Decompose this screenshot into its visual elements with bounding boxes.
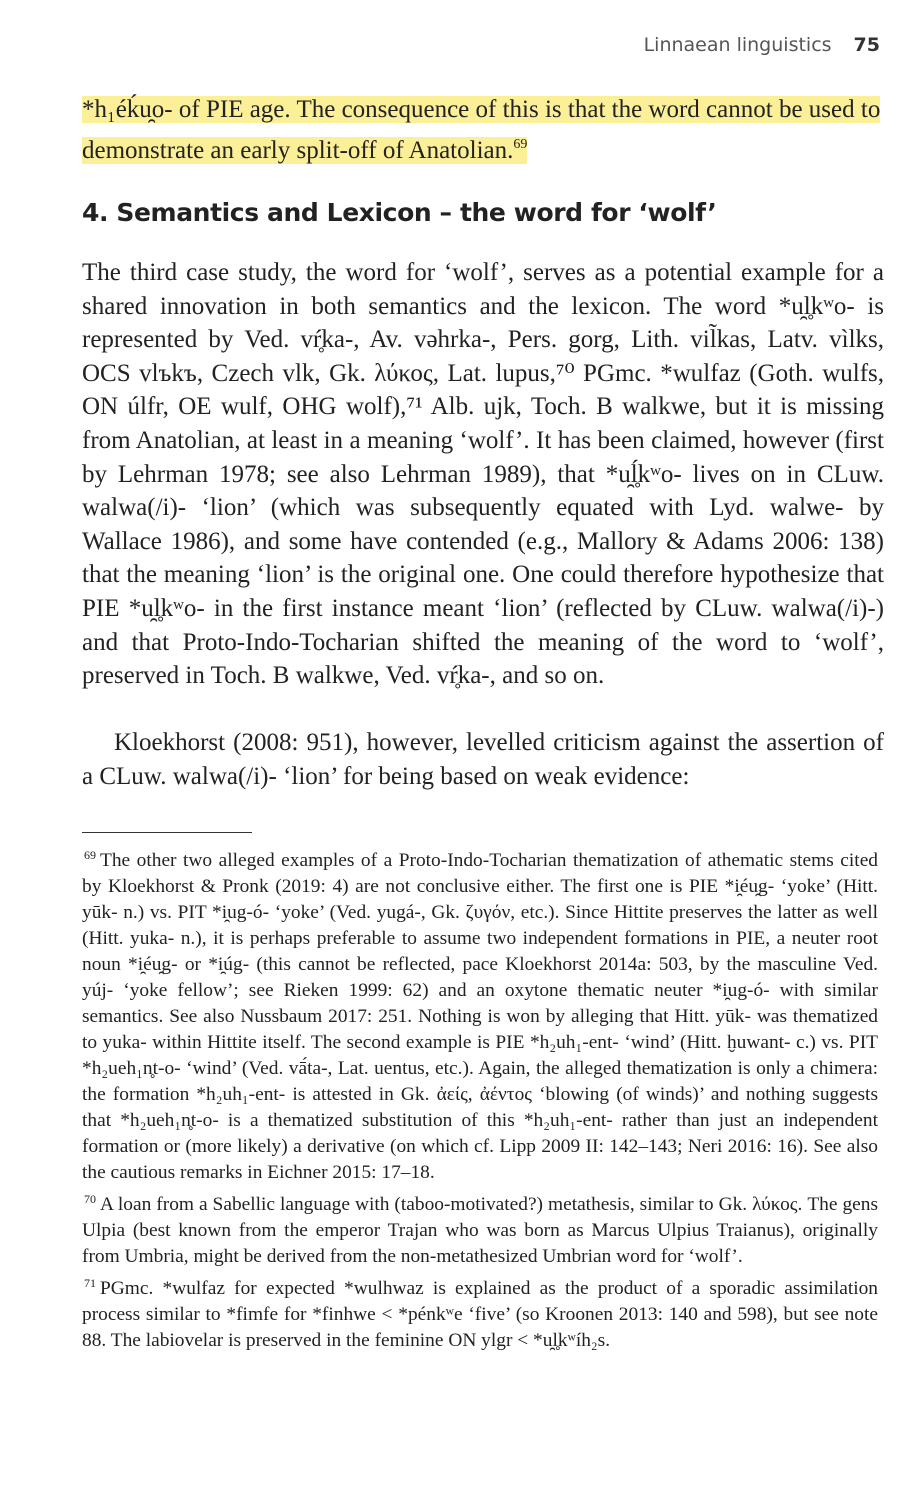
footnote-71: [82, 1270, 878, 1354]
body-paragraph-1: The third case study, the word for ‘wolf’, serves as a potential example for a shared innovation in both semantics and the lexicon. The word *u̯l̥kʷo- is represented by Ved. vŕ̥ka-, Av. vəhrka-, Pers. gorg, Lith. vil̃kas, Latv. vìlks, OCS vlъkъ, Czech vlk, Gk. λύκος, Lat. lupus,⁷⁰ PGmc. *wulfaz (Goth. wulfs, ON úlfr, OE wulf, OHG wolf),⁷¹ Alb. ujk, Toch. B walkwe, but it is missing from Anatolian, at least in a meaning ‘wolf’. It has been claimed, however (first by Lehrman 1978; see also Lehrman 1989), that *u̯ĺ̥kʷo- lives on in CLuw. walwa(/i)- ‘lion’ (which was subsequently equated with Lyd. walwe- by Wallace 1986), and some have contended (e.g., Mallory & Adams 2006: 138) that the meaning ‘lion’ is the original one. One could therefore hypothesize that PIE *u̯l̥kʷo- in the first instance meant ‘lion’ (reflected by CLuw. walwa(/i)-) and that Proto-Indo-Tocharian shifted the meaning of the word to ‘wolf’, preserved in Toch. B walkwe, Ved. vŕ̥ka-, and so on.: [82, 259, 884, 690]
footnote-text: PGmc. *wulfaz for expected *wulhwaz is explained as the product of a sporadic assimilation process similar to *fimfe for *finhwe < *pénkʷe ‘five’ (so Kroonen 2013: 140 and 598), but see note 88. The labiovelar is preserved in the feminine ON ylgr < *u̯l̥kʷíh₂s.: [82, 1278, 878, 1351]
footnote-70: [82, 1186, 878, 1270]
footnote-69: [82, 842, 878, 1186]
footnote-number: 71: [84, 1276, 96, 1290]
running-head: [644, 34, 880, 56]
footnote-number: 69: [84, 848, 96, 862]
body-paragraph-2: Kloekhorst (2008: 951), however, levelled criticism against the assertion of a CLuw. walwa(/i)- ‘lion’ for being based on weak evidence:: [82, 729, 884, 790]
highlighted-paragraph: [82, 92, 884, 168]
footnote-number: 70: [84, 1192, 96, 1206]
section-heading: 4. Semantics and Lexicon – the word for ‘wolf’: [82, 198, 717, 227]
highlighted-text[interactable]: [82, 96, 880, 164]
highlighted-text-content: *h₁éḱu̯o- of PIE age. The consequence of this is that the word cannot be used to demonstrate an early split-off of Anatolian.: [82, 96, 881, 164]
page-number: 75: [853, 34, 880, 56]
footnote-text: A loan from a Sabellic language with (taboo-motivated?) metathesis, similar to Gk. λύκος. The gens Ulpia (best known from the emperor Trajan who was born as Marcus Ulpius Traianus), originally from Umbria, might be derived from the non-metathesized Umbrian word for ‘wolf’.: [82, 1194, 878, 1267]
footnote-text: The other two alleged examples of a Proto-Indo-Tocharian thematization of athematic stems cited by Kloekhorst & Pronk (2019: 4) are not conclusive either. The first one is PIE *i̯éu̯g- ‘yoke’ (Hitt. yūk- n.) vs. PIT *i̯ug-ó- ‘yoke’ (Ved. yugá-, Gk. ζυγόν, etc.). Since Hittite preserves the latter as well (Hitt. yuka- n.), it is perhaps preferable to assume two independent formations in PIE, a neuter root noun *i̯éu̯g- or *i̯úg- (this cannot be reflected, pace Kloekhorst 2014a: 503, by the masculine Ved. yúj- ‘yoke fellow’; see Rieken 1999: 62) and an oxytone thematic neuter *i̯ug-ó- with similar semantics. See also Nussbaum 2017: 251. Nothing is won by alleging that Hitt. yūk- was thematized to yuka- within Hittite itself. The second example is PIE *h₂uh₁-ent- ‘wind’ (Hitt. ḫuwant- c.) vs. PIT *h₂ueh₁n̥t-o- ‘wind’ (Ved. vā́ta-, Lat. uentus, etc.). Again, the alleged thematization is only a chimera: the formation *h₂uh₁-ent- is attested in Gk. ἀείς, ἀέντος ‘blowing (of winds)’ and nothing suggests that *h₂ueh₁n̥t-o- is a thematized substitution of this *h₂uh₁-ent- rather than just an independent formation or (more likely) a derivative (on which cf. Lipp 2009 II: 142–143; Neri 2016: 16). See also the cautious remarks in Eichner 2015: 17–18.: [82, 850, 878, 1183]
running-head-title: Linnaean linguistics: [643, 34, 832, 56]
footnotes: [82, 842, 878, 1354]
footnote-ref-69[interactable]: 69: [513, 137, 528, 152]
footnote-separator: [82, 832, 252, 833]
